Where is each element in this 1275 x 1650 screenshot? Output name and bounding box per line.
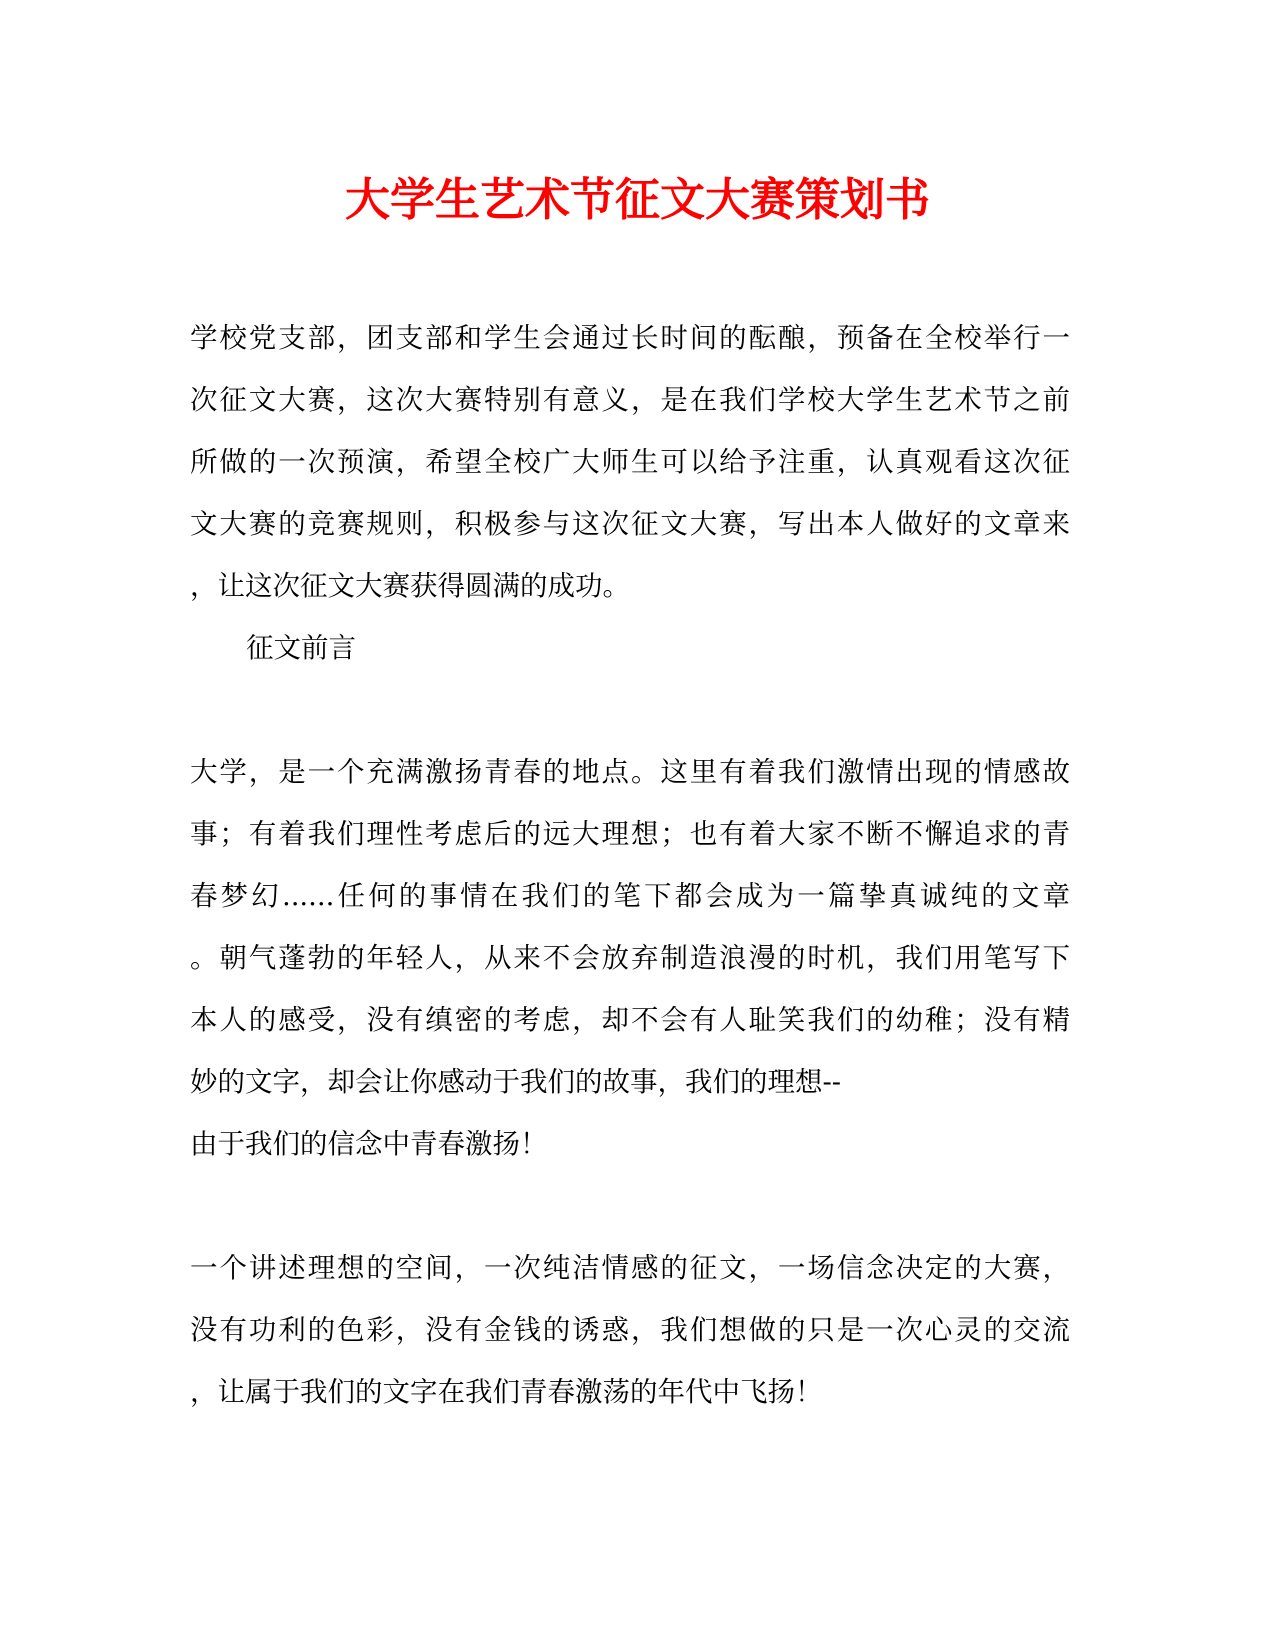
paragraph-line: 学校党支部，团支部和学生会通过长时间的酝酿，预备在全校举行一: [190, 322, 1070, 354]
paragraph-line: 本人的感受，没有缜密的考虑，却不会有人耻笑我们的幼稚；没有精: [190, 1004, 1070, 1036]
section-heading: 征文前言: [246, 632, 356, 664]
paragraph-line: ，让属于我们的文字在我们青春激荡的年代中飞扬！: [190, 1376, 823, 1408]
paragraph-line: ，让这次征文大赛获得圆满的成功。: [190, 570, 630, 602]
paragraph-line: 所做的一次预演，希望全校广大师生可以给予注重，认真观看这次征: [190, 446, 1070, 478]
document-title: 大学生艺术节征文大赛策划书: [344, 173, 930, 226]
paragraph-line: 大学，是一个充满激扬青春的地点。这里有着我们激情出现的情感故: [190, 756, 1070, 788]
paragraph-line: 文大赛的竞赛规则，积极参与这次征文大赛，写出本人做好的文章来: [190, 508, 1070, 540]
paragraph-line: 没有功利的色彩，没有金钱的诱惑，我们想做的只是一次心灵的交流: [190, 1314, 1070, 1346]
paragraph-line: 一个讲述理想的空间，一次纯洁情感的征文，一场信念决定的大赛，: [190, 1252, 1070, 1284]
paragraph-line: 次征文大赛，这次大赛特别有意义，是在我们学校大学生艺术节之前: [190, 384, 1070, 416]
paragraph-line: 由于我们的信念中青春激扬！: [190, 1128, 548, 1160]
paragraph-line: 事；有着我们理性考虑后的远大理想；也有着大家不断不懈追求的青: [190, 818, 1070, 850]
paragraph-line: 春梦幻......任何的事情在我们的笔下都会成为一篇挚真诚纯的文章: [190, 880, 1070, 912]
paragraph-line: 。朝气蓬勃的年轻人，从来不会放弃制造浪漫的时机，我们用笔写下: [190, 942, 1070, 974]
paragraph-line: 妙的文字，却会让你感动于我们的故事，我们的理想--: [190, 1066, 842, 1098]
